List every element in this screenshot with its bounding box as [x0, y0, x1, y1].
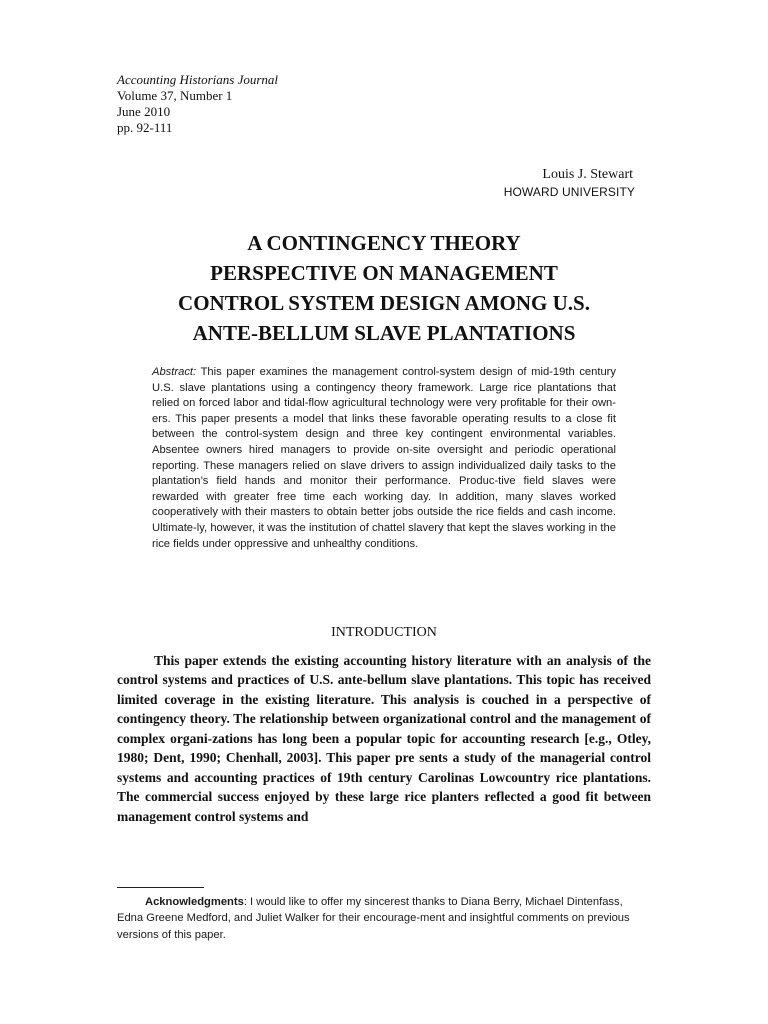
- footnote-text: : I would like to offer my sincerest thanks to Diana Berry, Michael Dintenfass, Edna Greene Medford, and Juliet Walker for their encourage-ment and insightful comments on previous versions of this paper.: [117, 896, 630, 941]
- introduction-paragraph: This paper extends the existing accounting history literature with an analysis of the control systems and practices of U.S. ante-bellum slave plantations. This topic has received limited coverage in the existing literature. This analysis is couched in a perspective of contingency theory. The relationship between organizational control and the management of complex organi-zations has long been a popular topic for accounting research [e.g., Otley, 1980; Dent, 1990; Chenhall, 2003]. This paper pre sents a study of the managerial control systems and accounting practices of 19th century Carolinas Lowcountry rice plantations. The commercial success enjoyed by these large rice planters reflected a good fit between management control systems and: [117, 653, 651, 824]
- journal-volume: Volume 37, Number 1: [117, 88, 233, 103]
- journal-date: June 2010: [117, 104, 171, 119]
- author-name: Louis J. Stewart: [542, 167, 633, 182]
- footnote: [117, 894, 651, 943]
- introduction-body: [117, 651, 651, 826]
- title-line: CONTROL SYSTEM DESIGN AMONG U.S.: [178, 291, 590, 315]
- abstract-label: Abstract:: [152, 366, 197, 378]
- abstract: [152, 365, 616, 552]
- paper-title: [110, 228, 658, 348]
- abstract-text: This paper examines the management control-system design of mid-19th century U.S. slave plantations using a contingency theory framework. Large rice plantations that relied on forced labor and tidal-flow agricultural technology were very profitable for their own-ers. This paper presents a model that links these favorable operating results to a close fit between the control-system design and three key contingent environmental variables. Absentee owners hired managers to provide on-site oversight and periodic operational reporting. These managers relied on slave drivers to assign individualized daily tasks to the plantation’s field hands and monitor their performance. Produc-tive field slaves were rewarded with greater free time each working day. In addition, many slaves worked cooperatively with their masters to obtain better jobs outside the rice fields and cash income. Ultimate-ly, however, it was the institution of chattel slavery that kept the slaves working in the rice fields under oppressive and unhealthy conditions.: [152, 366, 617, 550]
- author-affiliation: HOWARD UNIVERSITY: [503, 185, 635, 199]
- title-line: A CONTINGENCY THEORY: [247, 231, 521, 255]
- footnote-divider: [117, 887, 204, 888]
- journal-pages: pp. 92-111: [117, 120, 173, 135]
- journal-name: Accounting Historians Journal: [117, 72, 279, 87]
- title-line: ANTE-BELLUM SLAVE PLANTATIONS: [192, 321, 576, 345]
- journal-citation: [117, 72, 278, 136]
- author-block: [504, 166, 635, 200]
- section-heading-introduction: INTRODUCTION: [331, 625, 437, 640]
- footnote-label: Acknowledgments: [145, 896, 244, 908]
- title-line: PERSPECTIVE ON MANAGEMENT: [210, 261, 558, 285]
